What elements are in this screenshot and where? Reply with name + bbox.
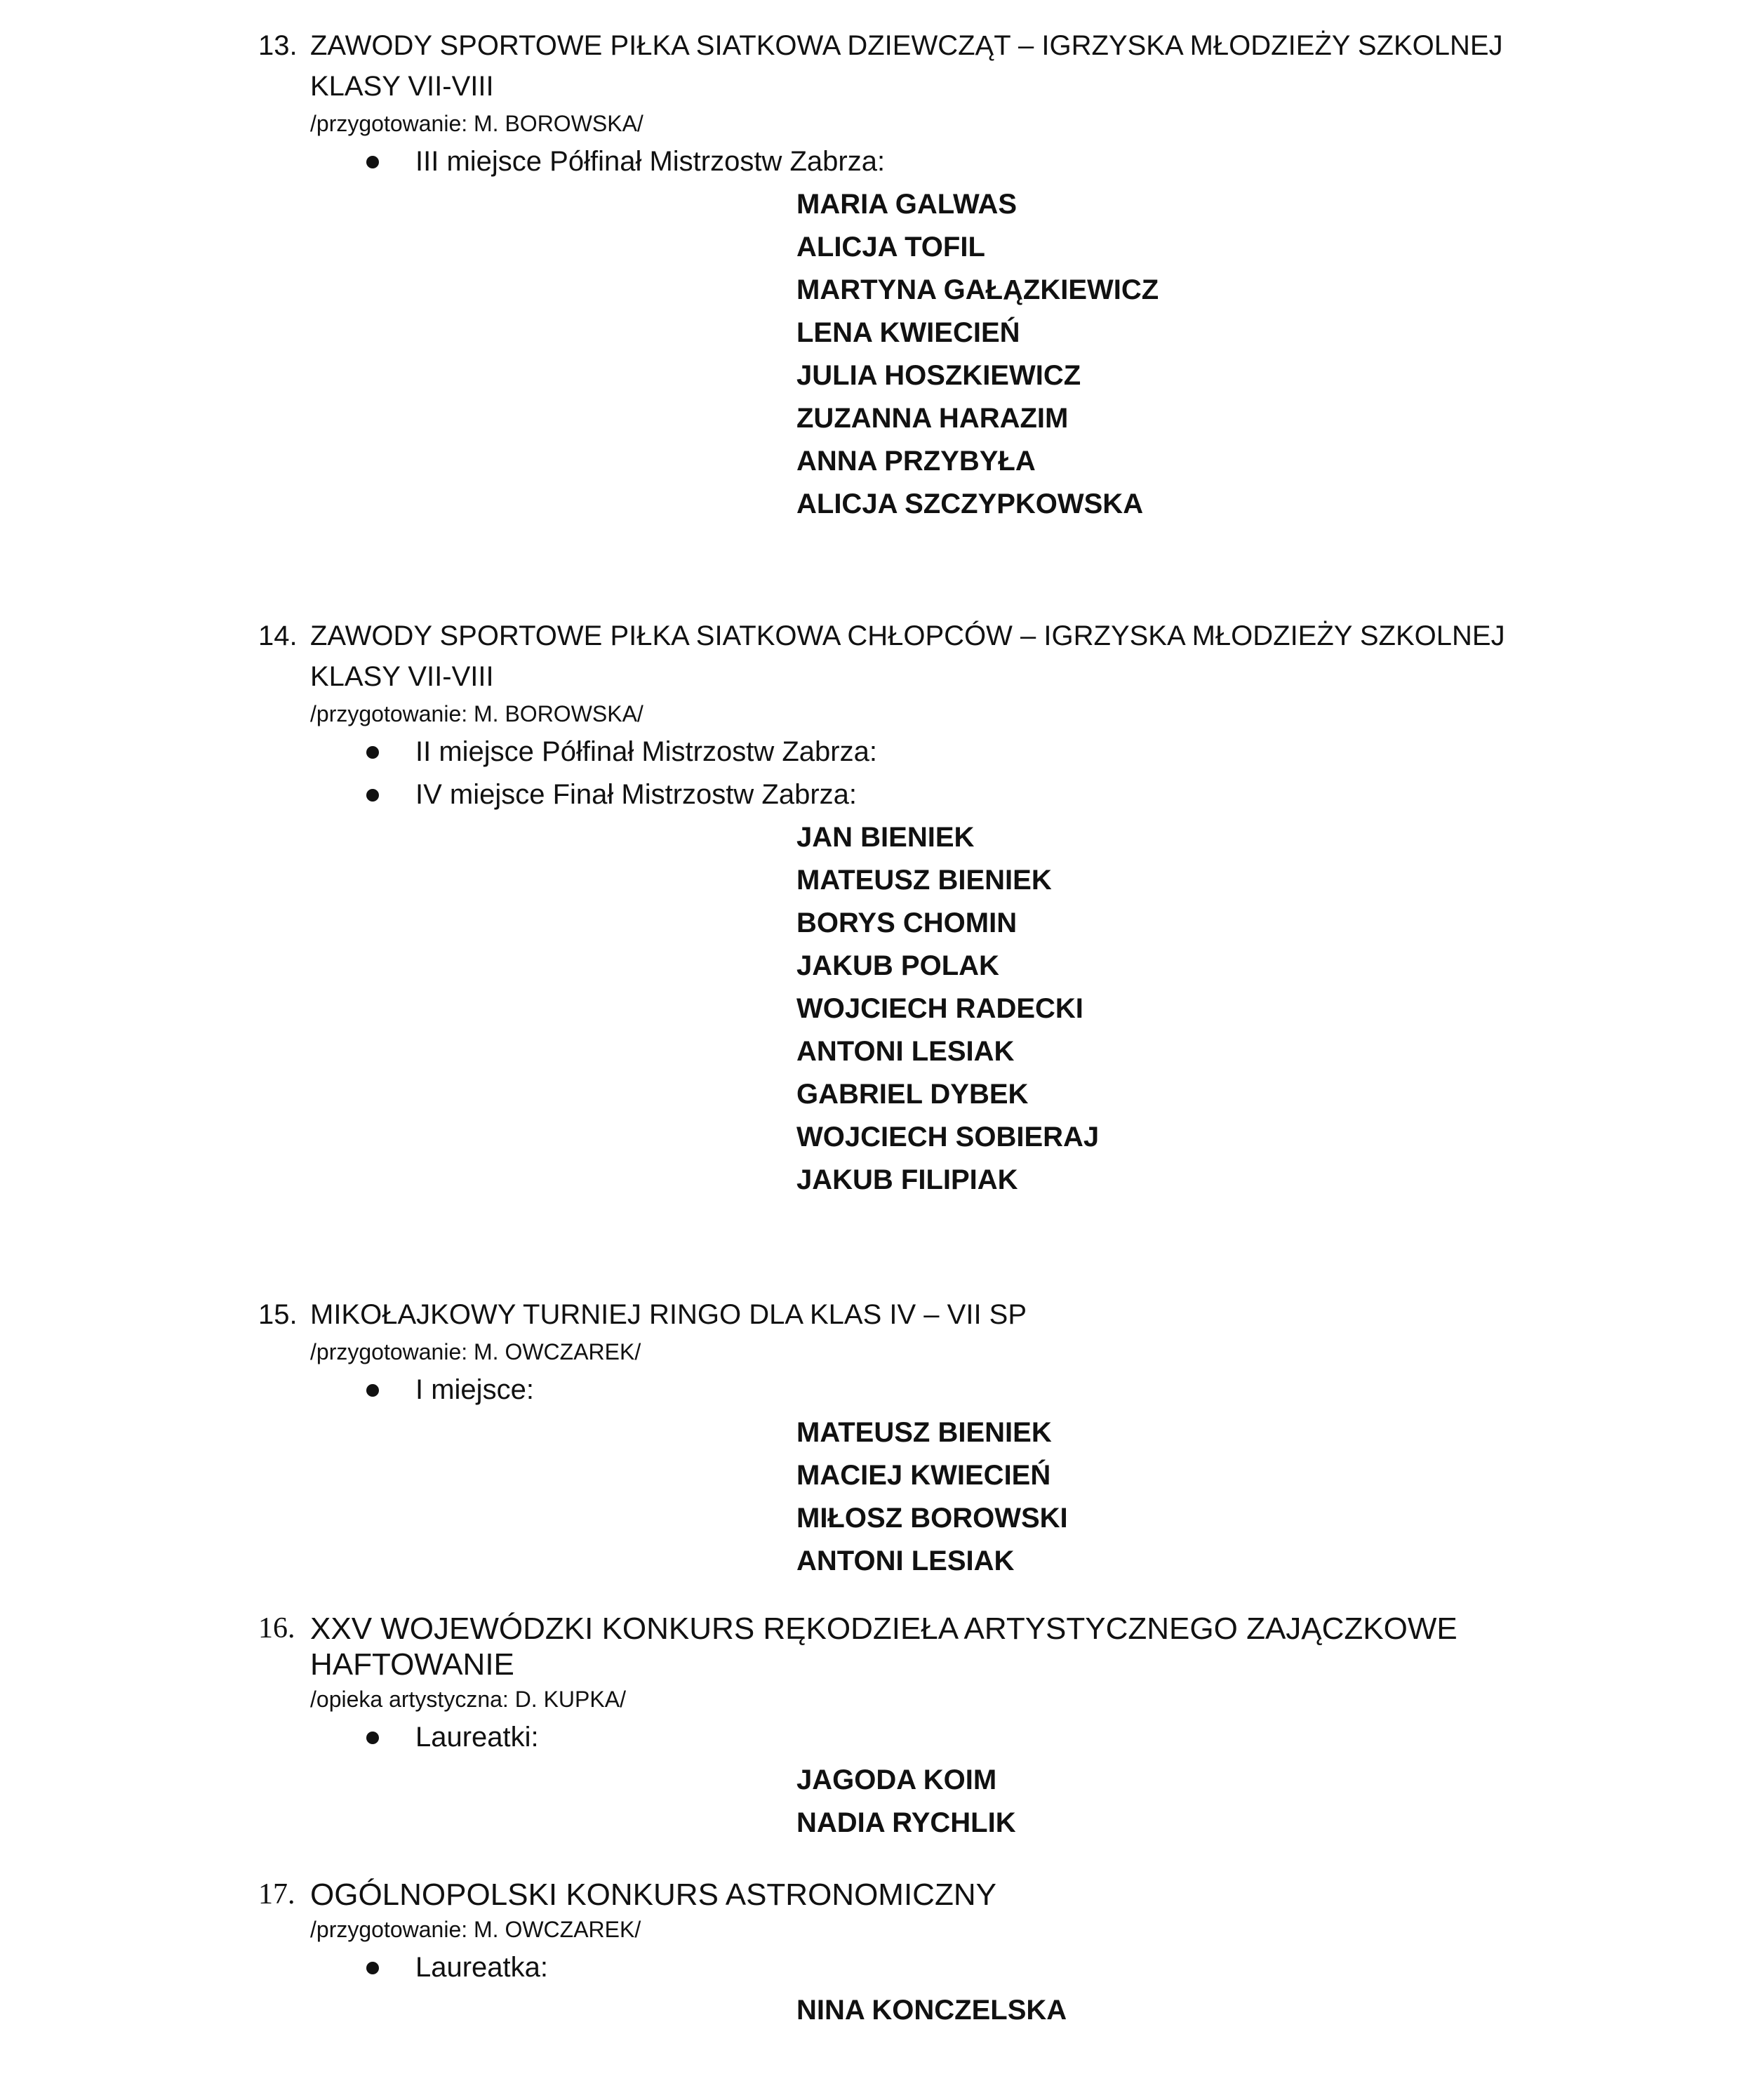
result-list (0, 1946, 1741, 1989)
section-heading (258, 1294, 1531, 1335)
bullet-icon (366, 156, 379, 168)
result-label: I miejsce: (415, 1374, 534, 1405)
section-heading (258, 1877, 1531, 1913)
result-item (415, 140, 1741, 183)
section-title: MIKOŁAJKOWY TURNIEJ RINGO DLA KLAS IV – VII SP (310, 1299, 1027, 1330)
section-number: 13. (258, 30, 298, 61)
section-title: ZAWODY SPORTOWE PIŁKA SIATKOWA DZIEWCZĄT – IGRZYSKA MŁODZIEŻY SZKOLNEJ KLASY VII-VIII (310, 30, 1503, 102)
participant-name: ANNA PRZYBYŁA (796, 446, 1036, 477)
participant-name: JAN BIENIEK (796, 822, 975, 853)
result-label: Laureatki: (415, 1722, 539, 1753)
participant-name: NINA KONCZELSKA (796, 1995, 1067, 2026)
result-label: II miejsce Półfinał Mistrzostw Zabrza: (415, 736, 877, 767)
result-list (0, 140, 1741, 183)
section-title: ZAWODY SPORTOWE PIŁKA SIATKOWA CHŁOPCÓW – IGRZYSKA MŁODZIEŻY SZKOLNEJ KLASY VII-VIII (310, 620, 1505, 692)
participant-name: ANTONI LESIAK (796, 1546, 1015, 1576)
participant-list (796, 183, 1741, 526)
bullet-icon (366, 1962, 379, 1974)
document-page (0, 25, 1741, 2032)
result-list (0, 731, 1741, 816)
preparer-note: /przygotowanie: M. OWCZAREK/ (310, 1339, 641, 1364)
result-item (415, 773, 1741, 816)
bullet-icon (366, 1384, 379, 1397)
section-17 (0, 1877, 1741, 2032)
participant-list (796, 816, 1741, 1202)
bullet-icon (366, 789, 379, 802)
result-item (415, 1369, 1741, 1411)
section-number: 14. (258, 620, 298, 651)
section-number: 17. (258, 1878, 295, 1910)
result-label: IV miejsce Finał Mistrzostw Zabrza: (415, 779, 858, 810)
participant-name: JAKUB POLAK (796, 950, 999, 981)
section-13 (0, 25, 1741, 526)
participant-name: MACIEJ KWIECIEŃ (796, 1460, 1051, 1491)
section-number: 16. (258, 1612, 295, 1644)
participant-name: JULIA HOSZKIEWICZ (796, 360, 1081, 391)
participant-name: MARIA GALWAS (796, 189, 1018, 220)
participant-list (796, 1989, 1741, 2032)
participant-name: JAGODA KOIM (796, 1765, 997, 1795)
participant-name: ALICJA TOFIL (796, 232, 985, 262)
result-label: Laureatka: (415, 1952, 549, 1983)
participant-name: BORYS CHOMIN (796, 908, 1018, 938)
section-15 (0, 1294, 1741, 1583)
artistic-supervisor-note: /opieka artystyczna: D. KUPKA/ (310, 1687, 626, 1712)
preparer-note: /przygotowanie: M. BOROWSKA/ (310, 701, 643, 726)
section-number: 15. (258, 1299, 298, 1330)
result-list (0, 1369, 1741, 1411)
section-14 (0, 616, 1741, 1202)
section-title: XXV WOJEWÓDZKI KONKURS RĘKODZIEŁA ARTYSTYCZNEGO ZAJĄCZKOWE HAFTOWANIE (310, 1611, 1457, 1682)
preparer-note: /przygotowanie: M. OWCZAREK/ (310, 1917, 641, 1942)
participant-name: GABRIEL DYBEK (796, 1079, 1029, 1110)
result-list (0, 1716, 1741, 1759)
participant-name: MATEUSZ BIENIEK (796, 1417, 1052, 1448)
result-label: III miejsce Półfinał Mistrzostw Zabrza: (415, 146, 886, 177)
participant-name: MIŁOSZ BOROWSKI (796, 1503, 1068, 1534)
participant-name: JAKUB FILIPIAK (796, 1164, 1018, 1195)
bullet-icon (366, 746, 379, 759)
result-item (415, 1716, 1741, 1759)
participant-name: MATEUSZ BIENIEK (796, 865, 1052, 896)
section-heading (258, 1611, 1531, 1682)
section-heading (258, 616, 1531, 697)
participant-list (796, 1759, 1741, 1845)
section-title: OGÓLNOPOLSKI KONKURS ASTRONOMICZNY (310, 1878, 996, 1912)
participant-list (796, 1411, 1741, 1583)
participant-name: MARTYNA GAŁĄZKIEWICZ (796, 274, 1159, 305)
preparer-note: /przygotowanie: M. BOROWSKA/ (310, 111, 643, 136)
participant-name: ZUZANNA HARAZIM (796, 403, 1069, 434)
result-item (415, 731, 1741, 773)
participant-name: WOJCIECH RADECKI (796, 993, 1083, 1024)
result-item (415, 1946, 1741, 1989)
section-16 (0, 1611, 1741, 1845)
bullet-icon (366, 1732, 379, 1744)
participant-name: NADIA RYCHLIK (796, 1807, 1016, 1838)
participant-name: LENA KWIECIEŃ (796, 317, 1020, 348)
participant-name: WOJCIECH SOBIERAJ (796, 1122, 1100, 1152)
participant-name: ALICJA SZCZYPKOWSKA (796, 489, 1144, 519)
section-heading (258, 25, 1531, 107)
participant-name: ANTONI LESIAK (796, 1036, 1015, 1067)
